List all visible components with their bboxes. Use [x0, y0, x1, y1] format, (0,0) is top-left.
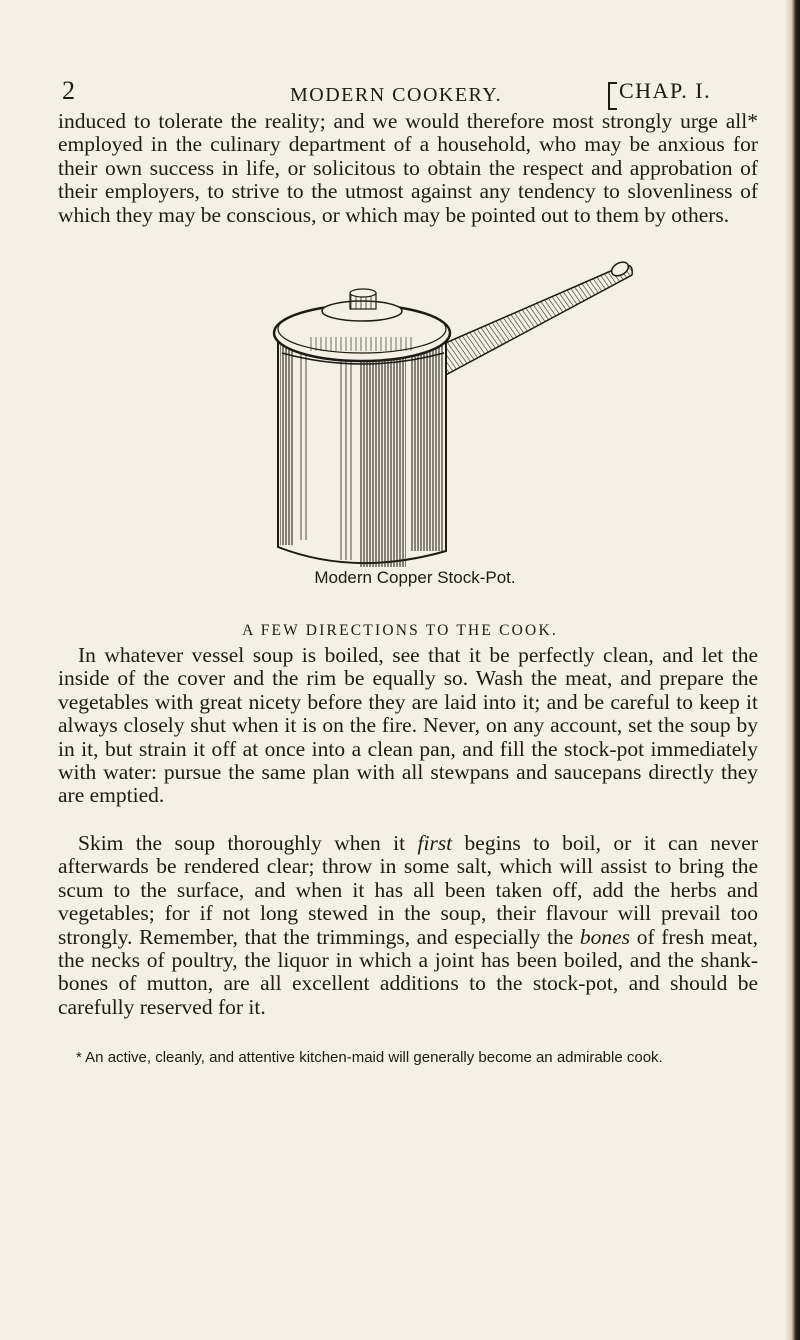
running-header: [58, 76, 758, 112]
stock-pot-engraving: [0, 255, 800, 585]
paragraph-skimming-part-1: Skim the soup thoroughly when it: [78, 831, 406, 855]
running-title: MODERN COOKERY.: [290, 84, 503, 106]
paragraph-intro: induced to tolerate the reality; and we would therefore most strongly urge all* employed in the culinary department of a household, who may be anxious for their own success in life, or solicitous to obtain the respect and approbation of their employers, to strive to the utmost against any tendency to slovenliness of which they may be conscious, or which may be pointed out to them by others.: [58, 109, 758, 227]
page-edge-shadow: [786, 0, 800, 1340]
chapter-marker: [610, 78, 711, 104]
emphasis-bones: bones: [579, 924, 631, 949]
chapter-label: CHAP. I.: [619, 78, 712, 103]
paragraph-skimming: [58, 832, 758, 1019]
figure-caption: Modern Copper Stock-Pot.: [314, 568, 516, 587]
footnote: * An active, cleanly, and attentive kitchen-maid will generally become an admirable cook.: [76, 1049, 663, 1066]
pot-handle: [418, 259, 632, 380]
paragraph-directions: In whatever vessel soup is boiled, see that it be perfectly clean, and let the inside of the cover and the rim be equally so. Wash the meat, and prepare the vegetables with great nicety before they are laid into it; and be careful to keep it always closely shut when it is on the fire. Never, on any account, set the soup by in it, but strain it off at once into a clean pan, and fill the stock-pot immediately with water: pursue the same plan with all stewpans and saucepans directly they are emptied.: [58, 643, 758, 808]
paragraph-skimming-part-3: of fresh meat, the necks of poultry, the liquor in which a joint has been boiled, and the shank-bones of mutton, are all excellent additions to the stock-pot, and should be carefully reserved for it.: [58, 924, 759, 1019]
paragraph-skimming-part-2: begins to boil, or it can never afterwards be rendered clear; throw in some salt, which will assist to bring the scum to the surface, and when it has all been taken off, add the herbs and vegetables; for if not long stewed in the soup, their flavour will prevail too strongly. Remember, that the trimmings, and especially the: [58, 831, 758, 949]
pot-lid: [274, 289, 450, 364]
pot-body: [278, 333, 446, 567]
stock-pot-illustration: [0, 255, 800, 585]
section-heading: A FEW DIRECTIONS TO THE COOK.: [242, 622, 558, 639]
page-number: 2: [62, 76, 75, 105]
emphasis-first: first: [417, 831, 453, 855]
